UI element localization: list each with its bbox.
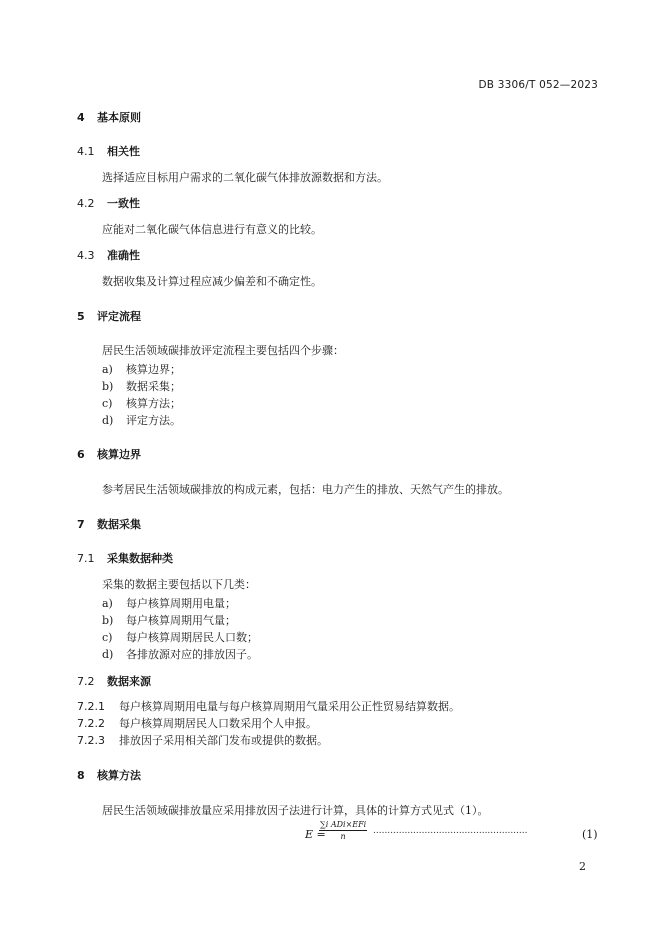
section-number: 8 xyxy=(77,769,85,782)
list-marker: d) xyxy=(102,414,114,427)
section-6-heading xyxy=(77,446,141,462)
subclause-7-2-2 xyxy=(77,715,317,731)
section-8-text: 居民生活领域碳排放量应采用排放因子法进行计算，具体的计算方式见式（1）。 xyxy=(102,804,489,817)
list-item xyxy=(102,395,181,411)
section-title: 准确性 xyxy=(107,249,140,262)
subclause-text: 每户核算周期用电量与每户核算周期用气量采用公正性贸易结算数据。 xyxy=(119,700,460,713)
section-number: 4.3 xyxy=(77,249,95,262)
section-title: 核算边界 xyxy=(97,448,141,461)
section-4-3-heading xyxy=(77,247,140,263)
section-title: 核算方法 xyxy=(97,769,141,782)
list-item xyxy=(102,595,236,611)
list-text: 数据采集； xyxy=(126,380,181,393)
list-text: 每户核算周期居民人口数； xyxy=(126,631,258,644)
list-item xyxy=(102,646,258,662)
section-4-3-text: 数据收集及计算过程应减少偏差和不确定性。 xyxy=(102,275,322,288)
list-marker: b) xyxy=(102,614,114,627)
section-title: 数据采集 xyxy=(97,518,141,531)
subclause-7-2-3 xyxy=(77,732,328,748)
formula-lhs: E = xyxy=(305,828,326,841)
section-4-1-heading xyxy=(77,143,140,159)
section-5-heading xyxy=(77,308,141,324)
formula-denominator: n xyxy=(340,832,346,841)
section-title: 评定流程 xyxy=(97,310,141,323)
section-7-1-intro: 采集的数据主要包括以下几类： xyxy=(102,578,256,591)
section-7-heading xyxy=(77,516,141,532)
document-code: DB 3306/T 052—2023 xyxy=(478,79,598,91)
list-marker: a) xyxy=(102,363,113,376)
equation-number: (1) xyxy=(582,828,598,841)
list-item xyxy=(102,412,181,428)
list-marker: d) xyxy=(102,648,114,661)
section-number: 4 xyxy=(77,111,85,124)
list-text: 每户核算周期用电量； xyxy=(126,597,236,610)
list-text: 各排放源对应的排放因子。 xyxy=(126,648,258,661)
list-marker: c) xyxy=(102,397,113,410)
subclause-number: 7.2.3 xyxy=(77,734,105,747)
section-7-2-heading xyxy=(77,673,151,689)
list-item xyxy=(102,361,181,377)
page-number: 2 xyxy=(579,860,586,873)
section-4-2-text: 应能对二氧化碳气体信息进行有意义的比较。 xyxy=(102,223,322,236)
section-number: 4.2 xyxy=(77,197,95,210)
section-title: 采集数据种类 xyxy=(107,552,173,565)
section-number: 7.2 xyxy=(77,675,95,688)
section-number: 6 xyxy=(77,448,85,461)
section-number: 7.1 xyxy=(77,552,95,565)
section-number: 5 xyxy=(77,310,85,323)
list-item xyxy=(102,378,181,394)
list-text: 每户核算周期用气量； xyxy=(126,614,236,627)
subclause-number: 7.2.1 xyxy=(77,700,105,713)
section-number: 7 xyxy=(77,518,85,531)
section-title: 相关性 xyxy=(107,145,140,158)
section-6-text: 参考居民生活领域碳排放的构成元素，包括：电力产生的排放、天然气产生的排放。 xyxy=(102,483,509,496)
section-title: 一致性 xyxy=(107,197,140,210)
list-marker: c) xyxy=(102,631,113,644)
formula-1 xyxy=(305,820,605,850)
section-number: 4.1 xyxy=(77,145,95,158)
subclause-text: 排放因子采用相关部门发布或提供的数据。 xyxy=(119,734,328,747)
section-title: 数据来源 xyxy=(107,675,151,688)
formula-numerator: ∑i ADi×EFi xyxy=(320,820,367,829)
section-8-heading xyxy=(77,767,141,783)
formula-leader-dots: ...................................................... xyxy=(373,826,528,836)
subclause-text: 每户核算周期居民人口数采用个人申报。 xyxy=(119,717,317,730)
section-5-intro: 居民生活领域碳排放评定流程主要包括四个步骤： xyxy=(102,344,344,357)
list-marker: a) xyxy=(102,597,113,610)
list-text: 评定方法。 xyxy=(126,414,181,427)
section-4-2-heading xyxy=(77,195,140,211)
list-text: 核算边界； xyxy=(126,363,181,376)
section-title: 基本原则 xyxy=(97,111,141,124)
subclause-7-2-1 xyxy=(77,698,460,714)
section-4-heading xyxy=(77,109,141,125)
list-item xyxy=(102,629,258,645)
list-item xyxy=(102,612,236,628)
formula-fraction xyxy=(319,820,367,841)
subclause-number: 7.2.2 xyxy=(77,717,105,730)
list-marker: b) xyxy=(102,380,114,393)
list-text: 核算方法； xyxy=(126,397,181,410)
section-4-1-text: 选择适应目标用户需求的二氧化碳气体排放源数据和方法。 xyxy=(102,171,388,184)
section-7-1-heading xyxy=(77,550,173,566)
